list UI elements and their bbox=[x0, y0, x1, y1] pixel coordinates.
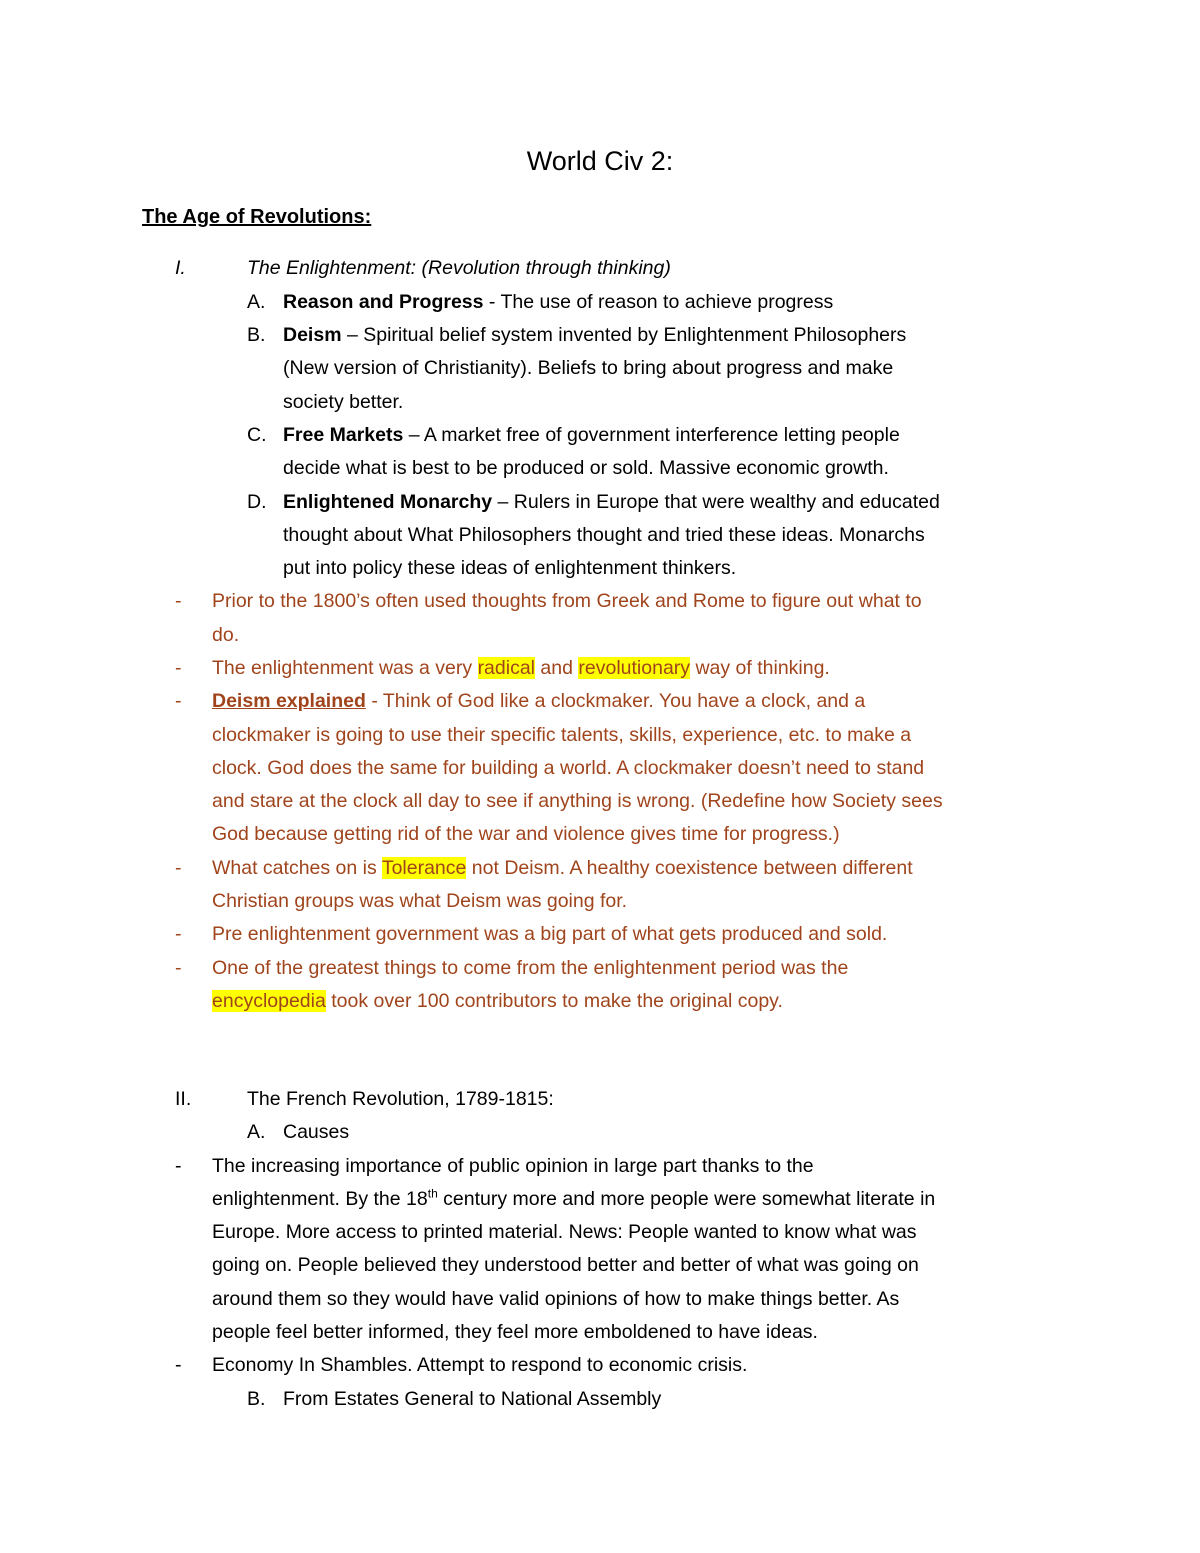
text: What catches on is bbox=[212, 857, 382, 879]
list-letter: B. bbox=[247, 324, 266, 346]
text-line bbox=[212, 1185, 935, 1213]
note-line: and stare at the clock all day to see if anything is wrong. (Redefine how Society sees bbox=[212, 790, 943, 812]
list-item bbox=[283, 421, 900, 449]
superscript: th bbox=[427, 1186, 438, 1201]
list-letter: D. bbox=[247, 491, 267, 513]
note-line: One of the greatest things to come from the enlightenment period was the bbox=[212, 957, 849, 979]
bullet-dash: - bbox=[175, 590, 182, 612]
highlighted-text: Tolerance bbox=[381, 857, 467, 879]
section-title: The Enlightenment: (Revolution through thinking) bbox=[247, 257, 671, 279]
text-line: Europe. More access to printed material. News: People wanted to know what was bbox=[212, 1221, 917, 1243]
note-line: Christian groups was what Deism was going for. bbox=[212, 890, 628, 912]
highlighted-text: revolutionary bbox=[578, 657, 691, 679]
list-letter: B. bbox=[247, 1388, 266, 1410]
note-line: Pre enlightenment government was a big part of what gets produced and sold. bbox=[212, 923, 888, 945]
text-line: people feel better informed, they feel more emboldened to have ideas. bbox=[212, 1321, 818, 1343]
bullet-dash: - bbox=[175, 690, 182, 712]
term: Deism bbox=[283, 324, 342, 346]
text-line: going on. People believed they understood better and better of what was going on bbox=[212, 1254, 919, 1276]
term: Deism explained bbox=[212, 690, 366, 712]
text-line: The increasing importance of public opinion in large part thanks to the bbox=[212, 1155, 814, 1177]
text-line: Economy In Shambles. Attempt to respond to economic crisis. bbox=[212, 1354, 748, 1376]
note-line: Prior to the 1800’s often used thoughts from Greek and Rome to figure out what to bbox=[212, 590, 922, 612]
note-line: clock. God does the same for building a world. A clockmaker doesn’t need to stand bbox=[212, 757, 925, 779]
section-heading: The Age of Revolutions: bbox=[142, 206, 372, 228]
text: way of thinking. bbox=[690, 657, 830, 679]
bullet-dash: - bbox=[175, 923, 182, 945]
text: not Deism. A healthy coexistence between different bbox=[466, 857, 913, 879]
text-line: thought about What Philosophers thought and tried these ideas. Monarchs bbox=[283, 524, 925, 546]
text: - Think of God like a clockmaker. You have a clock, and a bbox=[365, 690, 866, 712]
note-line bbox=[212, 654, 830, 682]
list-letter: A. bbox=[247, 1121, 266, 1143]
list-item bbox=[283, 488, 940, 516]
section-numeral: I. bbox=[175, 257, 186, 279]
definition: – A market free of government interference letting people bbox=[403, 424, 900, 446]
definition: – Rulers in Europe that were wealthy and educated bbox=[492, 491, 940, 513]
text-line: decide what is best to be produced or sold. Massive economic growth. bbox=[283, 457, 889, 479]
note-line: God because getting rid of the war and violence gives time for progress.) bbox=[212, 823, 840, 845]
text: enlightenment. By the 18 bbox=[212, 1188, 428, 1210]
term: Free Markets bbox=[283, 424, 404, 446]
text: and bbox=[535, 657, 579, 679]
list-letter: C. bbox=[247, 424, 267, 446]
bullet-dash: - bbox=[175, 857, 182, 879]
text-line: society better. bbox=[283, 391, 404, 413]
term: Enlightened Monarchy bbox=[283, 491, 493, 513]
bullet-dash: - bbox=[175, 1354, 182, 1376]
bullet-dash: - bbox=[175, 1155, 182, 1177]
definition: – Spiritual belief system invented by Enlightenment Philosophers bbox=[341, 324, 907, 346]
text-line: around them so they would have valid opinions of how to make things better. As bbox=[212, 1288, 900, 1310]
bullet-dash: - bbox=[175, 957, 182, 979]
bullet-dash: - bbox=[175, 657, 182, 679]
term: Reason and Progress bbox=[283, 291, 484, 313]
section-numeral: II. bbox=[175, 1088, 192, 1110]
note-line: do. bbox=[212, 624, 240, 646]
list-item: Causes bbox=[283, 1121, 350, 1143]
text: The enlightenment was a very bbox=[212, 657, 478, 679]
section-title: The French Revolution, 1789-1815: bbox=[247, 1088, 554, 1110]
highlighted-text: radical bbox=[477, 657, 536, 679]
document-title: World Civ 2: bbox=[526, 146, 674, 176]
note-line: clockmaker is going to use their specific talents, skills, experience, etc. to make a bbox=[212, 724, 912, 746]
list-item bbox=[283, 321, 906, 349]
note-line bbox=[212, 987, 783, 1015]
text-line: put into policy these ideas of enlightenment thinkers. bbox=[283, 557, 737, 579]
highlighted-text: encyclopedia bbox=[212, 990, 326, 1012]
list-letter: A. bbox=[247, 291, 266, 313]
list-item bbox=[283, 288, 833, 316]
text-line: (New version of Christianity). Beliefs to bring about progress and make bbox=[283, 357, 894, 379]
text: took over 100 contributors to make the original copy. bbox=[325, 990, 783, 1012]
note-line bbox=[212, 687, 865, 715]
definition: - The use of reason to achieve progress bbox=[483, 291, 834, 313]
note-line bbox=[212, 854, 913, 882]
list-item: From Estates General to National Assembly bbox=[283, 1388, 662, 1410]
text: century more and more people were somewhat literate in bbox=[437, 1188, 936, 1210]
